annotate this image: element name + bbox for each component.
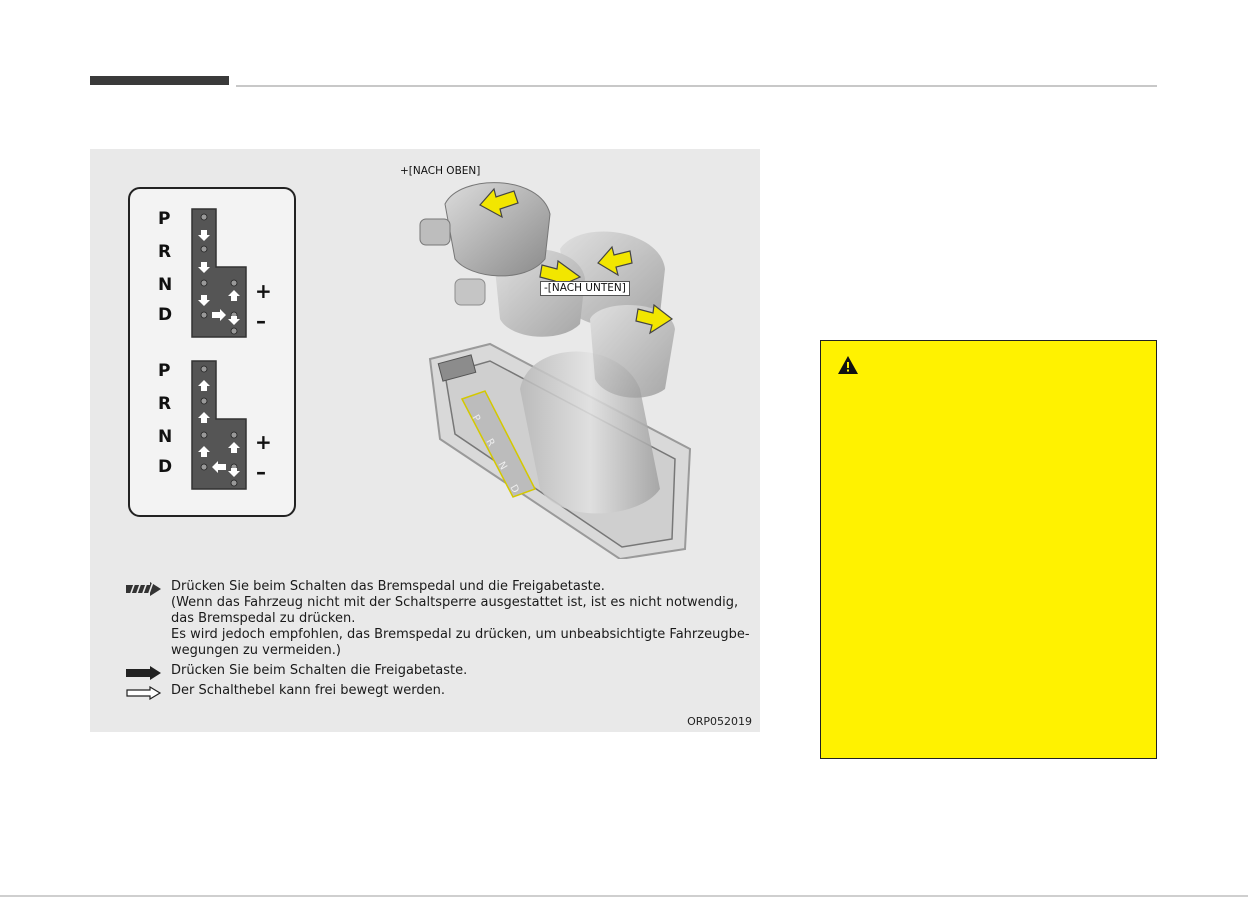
gate-bottom-minus: – — [256, 460, 266, 484]
svg-text:N: N — [495, 460, 509, 472]
gate-top-plus: + — [255, 279, 272, 303]
gate-top-letter-r: R — [158, 242, 172, 262]
hatched-arrow-icon — [126, 582, 162, 596]
gate-top-minus: – — [256, 309, 266, 333]
warning-triangle-icon — [837, 355, 859, 375]
callout-up: +[NACH OBEN] — [400, 165, 481, 177]
section-header-rule — [236, 85, 1157, 87]
legend-text-line: das Bremspedal zu drücken. — [171, 611, 356, 626]
knob-button — [420, 219, 450, 245]
svg-text:D: D — [507, 483, 521, 496]
legend-text-line: Der Schalthebel kann frei bewegt werden. — [171, 683, 446, 698]
gate-pattern-box — [128, 187, 296, 517]
warning-box — [820, 340, 1157, 759]
legend-text-line: wegungen zu vermeiden.) — [171, 643, 341, 658]
svg-text:R: R — [483, 437, 497, 449]
section-header-bar — [90, 76, 229, 85]
gate-top-letter-p: P — [158, 209, 171, 229]
callout-down: -[NACH UNTEN] — [540, 281, 630, 296]
solid-arrow-icon — [126, 666, 162, 680]
gate-top-letter-d: D — [158, 305, 173, 325]
gate-bottom-plus: + — [255, 430, 272, 454]
gate-bottom-letter-r: R — [158, 394, 172, 414]
legend-text-line: Drücken Sie beim Schalten das Bremspedal und die Freigabetaste. — [171, 579, 605, 594]
legend-text-line: Drücken Sie beim Schalten die Freigabetaste. — [171, 663, 468, 678]
gate-top-letter-n: N — [158, 275, 173, 295]
gate-bottom-plate — [190, 359, 250, 493]
shift-pattern-figure — [90, 149, 760, 732]
gate-top-plate — [190, 207, 250, 341]
outline-arrow-icon — [126, 686, 162, 700]
svg-text:P: P — [469, 413, 482, 424]
gate-bottom-letter-n: N — [158, 427, 173, 447]
legend-row-outline — [126, 683, 756, 699]
gate-bottom-letter-d: D — [158, 457, 173, 477]
gate-bottom-letter-p: P — [158, 361, 171, 381]
legend-text-line: (Wenn das Fahrzeug nicht mit der Schaltsperre ausgestattet ist, ist es nicht notwendig, — [171, 595, 739, 610]
legend-row-solid — [126, 663, 756, 679]
figure-code: ORP052019 — [687, 715, 752, 728]
figure-legend — [126, 579, 756, 703]
shift-lever-illustration — [410, 159, 750, 559]
legend-row-hatched — [126, 579, 756, 659]
legend-text-line: Es wird jedoch empfohlen, das Bremspedal zu drücken, um unbeabsichtigte Fahrzeugbe- — [171, 627, 750, 642]
